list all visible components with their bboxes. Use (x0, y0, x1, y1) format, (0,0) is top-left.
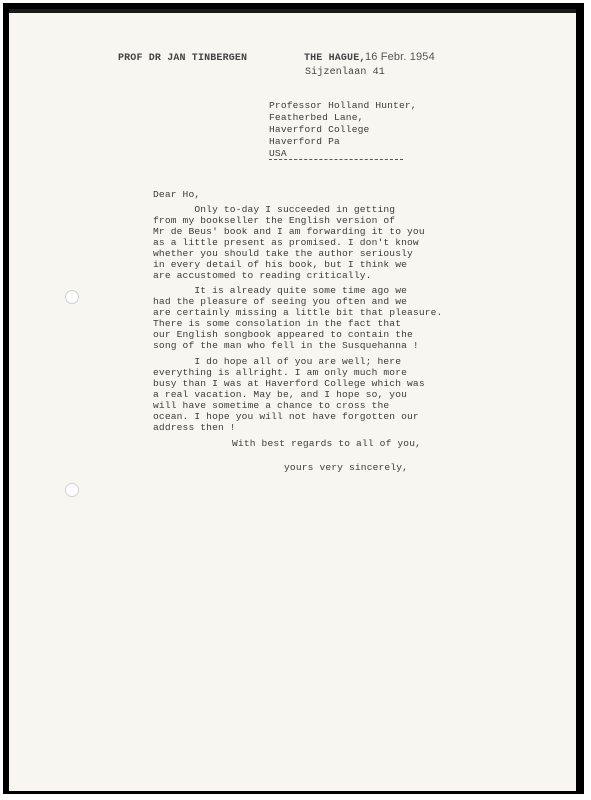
body-line: song of the man who fell in the Susquehanna ! (153, 340, 419, 351)
place-name: THE HAGUE, (304, 53, 366, 64)
body-line: whether you should take the author seriously (153, 248, 413, 259)
sender-name: PROF DR JAN TINBERGEN (118, 53, 248, 64)
body-line: everything is allright. I am only much more (153, 367, 408, 378)
recipient-line: USA (269, 148, 287, 159)
body-line: busy than I was at Haverford College which was (153, 378, 425, 389)
punch-hole-bottom (65, 483, 79, 497)
body-line: ocean. I hope you will not have forgotten our (153, 411, 419, 422)
body-line: I do hope all of you are well; here (153, 356, 402, 367)
recipient-line: Haverford College (269, 124, 370, 135)
body-line: It is already quite some time ago we (153, 285, 408, 296)
body-line: will have sometime a chance to cross the (153, 400, 390, 411)
body-line: are accustomed to reading critically. (153, 270, 372, 281)
recipient-underline (269, 159, 403, 160)
recipient-line: Haverford Pa (269, 136, 340, 147)
signoff-line: yours very sincerely, (284, 462, 409, 473)
closing-line: With best regards to all of you, (232, 438, 422, 449)
letter-page (9, 9, 576, 791)
body-line: Mr de Beus' book and I am forwarding it to you (153, 226, 425, 237)
body-line: address then ! (153, 422, 236, 433)
body-line: had the pleasure of seeing you often and we (153, 296, 408, 307)
recipient-line: Professor Holland Hunter, (269, 100, 417, 111)
punch-hole-top (65, 290, 79, 304)
body-line: in every detail of his book, but I think we (153, 259, 408, 270)
salutation: Dear Ho, (153, 189, 201, 200)
body-line: our English songbook appeared to contain the (153, 329, 413, 340)
body-line: as a little present as promised. I don't know (153, 237, 419, 248)
body-line: a real vacation. May be, and I hope so, you (153, 389, 408, 400)
body-line: There is some consolation in the fact that (153, 318, 402, 329)
letter-date: 16 Febr. 1954 (365, 51, 435, 63)
body-line: Only to-day I succeeded in getting (153, 204, 396, 215)
body-line: from my bookseller the English version of (153, 215, 396, 226)
street-address: Sijzenlaan 41 (305, 67, 385, 78)
body-line: are certainly missing a little bit that pleasure. (153, 307, 443, 318)
recipient-line: Featherbed Lane, (269, 112, 364, 123)
